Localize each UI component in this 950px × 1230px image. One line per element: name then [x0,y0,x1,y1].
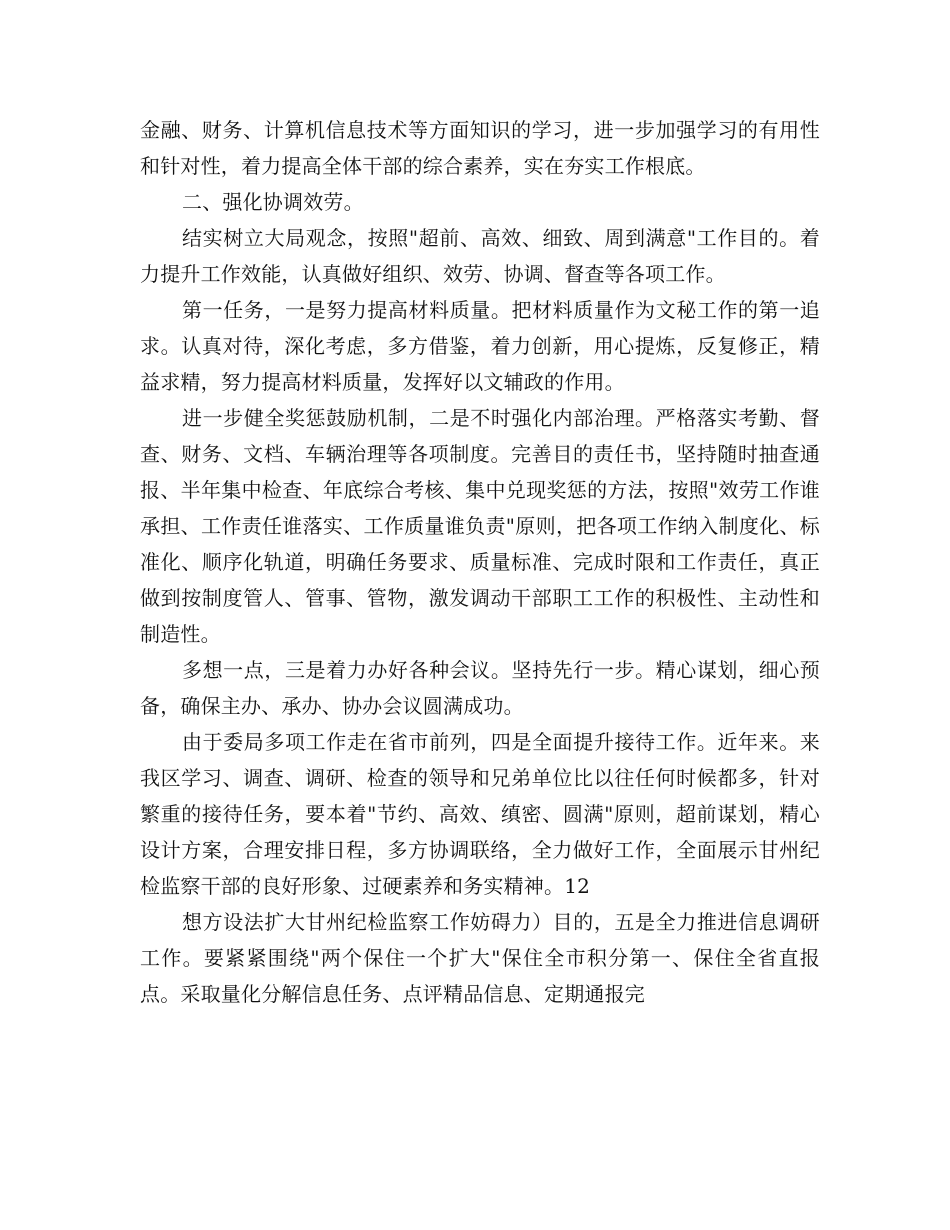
document-body [140,112,820,1012]
paragraph: 想方设法扩大甘州纪检监察工作妨碍力）目的，五是全力推进信息调研工作。要紧紧围绕"两个保住一个扩大"保住全市积分第一、保住全省直报点。采取量化分解信息任务、点评精品信息、定期通报完 [140,910,820,1006]
paragraph: 多想一点，三是着力办好各种会议。坚持先行一步。精心谋划，细心预备，确保主办、承办、协办会议圆满成功。 [140,658,820,718]
section-heading: 二、强化协调效劳。 [182,190,364,214]
paragraph: 由于委局多项工作走在省市前列，四是全面提升接待工作。近年来。来我区学习、调查、调研、检查的领导和兄弟单位比以往任何时候都多，针对繁重的接待任务，要本着"节约、高效、缜密、圆满"原则，超前谋划，精心设计方案，合理安排日程，多方协调联络，全力做好工作，全面展示甘州纪检监察干部的良好形象、过硬素养和务实精神。12 [140,730,820,898]
paragraph: 第一任务，一是努力提高材料质量。把材料质量作为文秘工作的第一追求。认真对待，深化考虑，多方借鉴，着力创新，用心提炼，反复修正，精益求精，努力提高材料质量，发挥好以文辅政的作用。 [140,298,820,394]
paragraph: 金融、财务、计算机信息技术等方面知识的学习，进一步加强学习的有用性和针对性，着力提高全体干部的综合素养，实在夯实工作根底。 [140,118,820,178]
paragraph: 结实树立大局观念，按照"超前、高效、细致、周到满意"工作目的。着力提升工作效能，认真做好组织、效劳、协调、督查等各项工作。 [140,226,820,286]
paragraph: 进一步健全奖惩鼓励机制，二是不时强化内部治理。严格落实考勤、督查、财务、文档、车辆治理等各项制度。完善目的责任书，坚持随时抽查通报、半年集中检查、年底综合考核、集中兑现奖惩的方法，按照"效劳工作谁承担、工作责任谁落实、工作质量谁负责"原则，把各项工作纳入制度化、标准化、顺序化轨道，明确任务要求、质量标准、完成时限和工作责任，真正做到按制度管人、管事、管物，激发调动干部职工工作的积极性、主动性和制造性。 [140,406,820,646]
